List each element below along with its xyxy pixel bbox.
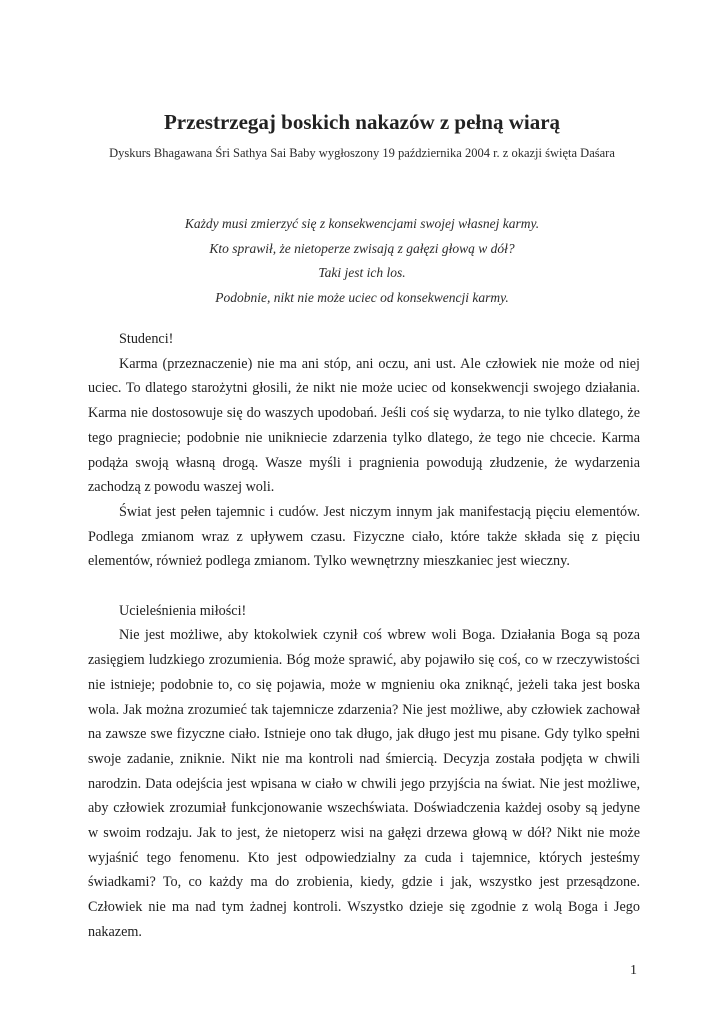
poem-line: Kto sprawił, że nietoperze zwisają z gałęzi głową w dół? xyxy=(209,240,515,256)
salutation-embodiments-of-love: Ucieleśnienia miłości! xyxy=(119,602,247,619)
poem-line: Taki jest ich los. xyxy=(318,265,406,280)
body-text xyxy=(88,327,640,945)
poem-line: Każdy musi zmierzyć się z konsekwencjami swojej własnej karmy. xyxy=(184,216,540,231)
page-number: 1 xyxy=(630,963,637,978)
document-title: Przestrzegaj boskich nakazów z pełną wiarą xyxy=(163,110,561,134)
salutation-students: Studenci! xyxy=(119,331,174,347)
poem-line: Podobnie, nikt nie może uciec od konsekwencji karmy. xyxy=(215,289,509,305)
document-subtitle: Dyskurs Bhagawana Śri Sathya Sai Baby wygłoszony 19 października 2004 r. z okazji święta Daśara xyxy=(109,146,615,160)
paragraph-gap xyxy=(88,574,640,599)
poem-block xyxy=(0,212,724,310)
paragraph: Karma (przeznaczenie) nie ma ani stóp, ani oczu, ani ust. Ale człowiek nie może od niej uciec. To dlatego starożytni głosili, że nikt nie może uciec od konsekwencji swojego działania. Karma nie dostosowuje się do waszych upodobań. Jeśli coś się wydarza, to nie tylko dlatego, że tego pragniecie; podobnie nie unikniecie zdarzenia tylko dlatego, że tego nie chcecie. Karma podąża swoją własną drogą. Wasze myśli i pragnienia powodują złudzenie, że wydarzenia zachodzą z powodu waszej woli. xyxy=(88,355,640,496)
paragraph: Świat jest pełen tajemnic i cudów. Jest niczym innym jak manifestacją pięciu elementów. Podlega zmianom wraz z upływem czasu. Fizyczne ciało, które także składa się z pięciu elementów, również podlega zmianom. Tylko wewnętrzny mieszkaniec jest wieczny. xyxy=(88,503,640,570)
paragraph: Nie jest możliwe, aby ktokolwiek czynił coś wbrew woli Boga. Działania Boga są poza zasięgiem ludzkiego zrozumienia. Bóg może sprawić, aby pojawiło się coś, co w rzeczywistości nie istnieje; podobnie to, co się pojawia, może w mgnieniu oka zniknąć, jeżeli taka jest boska wola. Jak można zrozumieć tak tajemnicze zdarzenia? Nie jest możliwe, aby człowiek zachował na zawsze swe fizyczne ciało. Istnieje ono tak długo, jak długo jest mu pisane. Gdy tylko spełni swoje zadanie, zniknie. Nikt nie ma kontroli nad śmiercią. Decyzja została podjęta w chwili narodzin. Data odejścia jest wpisana w ciało w chwili jego przyjścia na świat. Nie jest możliwe, aby człowiek zrozumiał funkcjonowanie wszechświata. Doświadczenia każdej osoby są jedyne w swoim rodzaju. Jak to jest, że nietoperz wisi na gałęzi drzewa głową w dół? Nikt nie może wyjaśnić tego fenomenu. Kto jest odpowiedzialny za cuda i tajemnice, których jesteśmy świadkami? To, co każdy ma do zrobienia, kiedy, gdzie i jak, wszystko jest przesądzone. Człowiek nie ma nad tym żadnej kontroli. Wszystko dzieje się zgodnie z wolą Boga i Jego nakazem. xyxy=(88,627,640,940)
